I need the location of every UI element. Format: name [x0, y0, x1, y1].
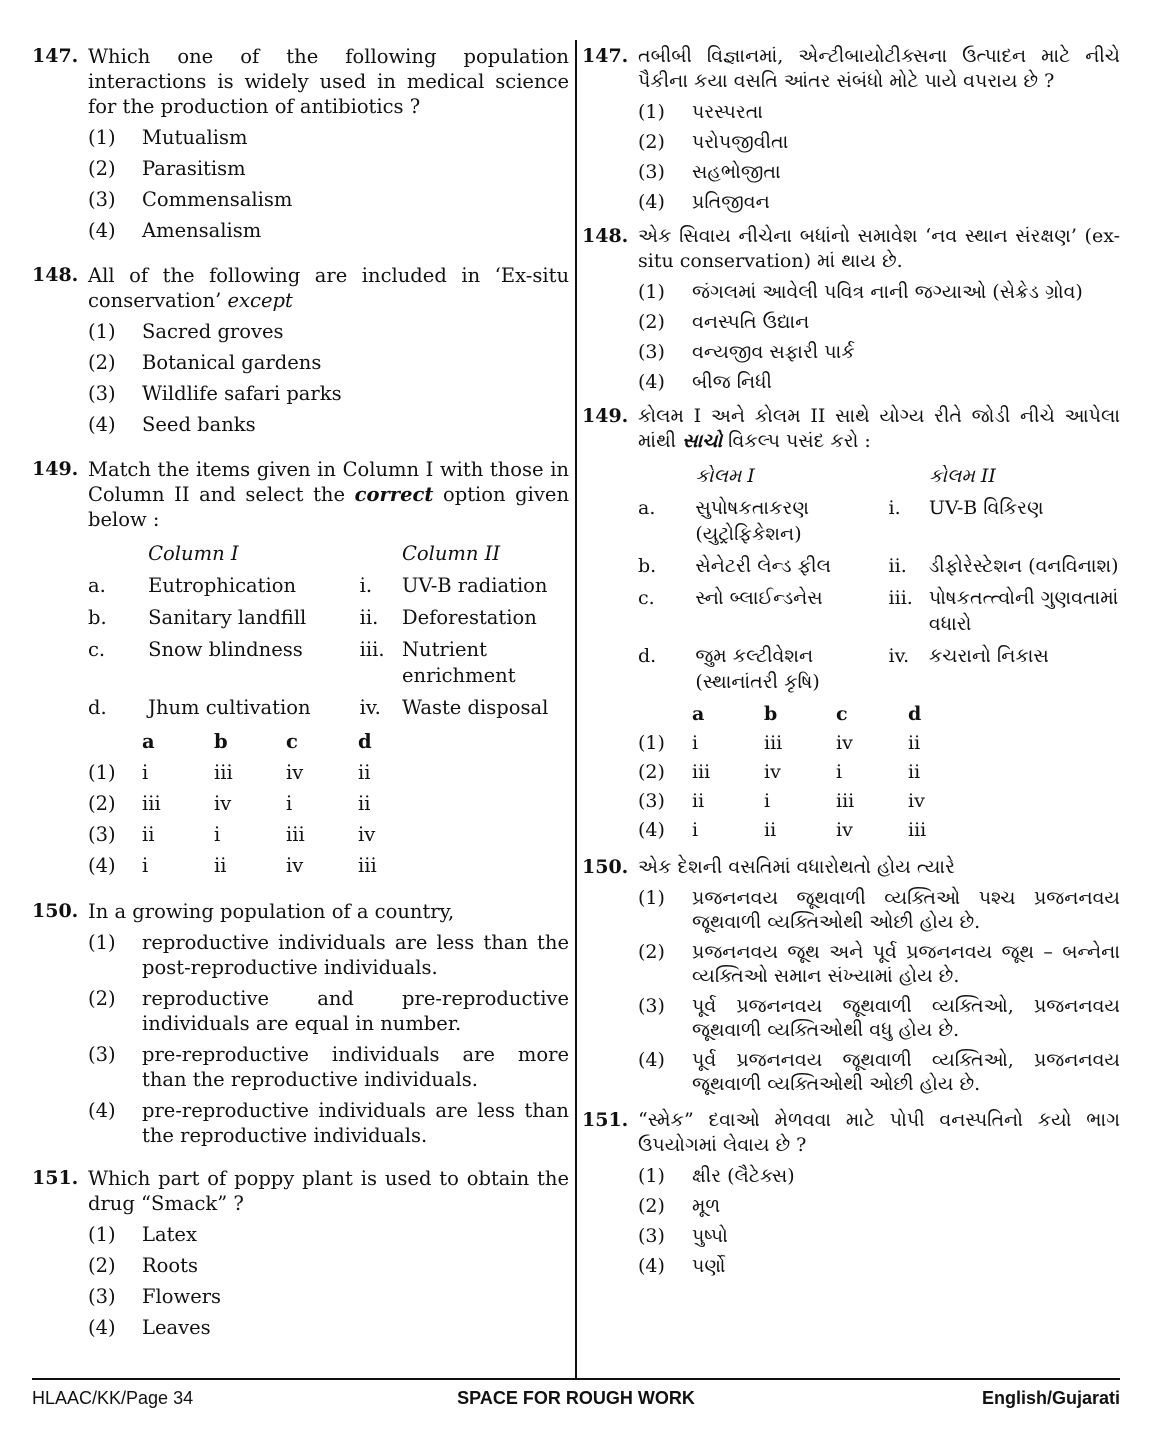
answer-table: a b c d (1) i iii iv ii (2) iii iv i ii (3) ii i iii iv (4) i ii iv iii [638, 700, 980, 845]
option-2[interactable]: (2) પ્રજનનવય જૂથ અને પૂર્વ પ્રજનનવય જૂથ – બન્નેના વ્યક્તિઓ સમાન સંખ્યામાં હોય છે. [638, 941, 1120, 987]
option-3[interactable]: (3) Flowers [88, 1285, 222, 1308]
option-1[interactable]: (1) જંગલમાં આવેલી પવિત્ર નાની જગ્યાઓ (સેક્રેડ ગ્રોવ) [638, 281, 1083, 303]
question-150-gu [582, 855, 1120, 1096]
match-row: b. Sanitary landfill ii. Deforestation [88, 606, 537, 629]
question-text: તબીબી વિજ્ઞાનમાં, એન્ટીબાયોટીક્સના ઉત્પાદન માટે નીચે પૈકીના કયા વસતિ આંતર સંબંધો મોટે પાયે વપરાય છે ? [638, 45, 1120, 92]
option-1[interactable]: (1) i iii iv ii [638, 732, 921, 754]
page-label: HLAAC/KK/Page 34 [32, 1388, 194, 1408]
match-row: c. Snow blindness iii. Nutrient enrichment [88, 638, 516, 687]
question-number: 150. [582, 856, 629, 878]
question-number: 151. [32, 1167, 79, 1189]
option-3[interactable]: (3) Commensalism [88, 188, 293, 211]
match-table: Column I Column II a. Eutrophication i. UV-B radiation b. Sanitary landfill ii. Deforestation c. Snow blindness iii. Nutrient enrichment d. Jhum cultivation iv. Waste disposal [88, 538, 569, 724]
option-1[interactable]: (1) i iii iv ii [88, 761, 371, 784]
option-4[interactable]: (4) i ii iv iii [638, 819, 927, 841]
question-number: 147. [32, 45, 79, 67]
question-number: 148. [32, 264, 79, 286]
option-2[interactable]: (2) Parasitism [88, 157, 246, 180]
question-text: All of the following are included in ‘Ex-situ conservation’ except [88, 264, 569, 312]
option-3[interactable]: (3) સહભોજીતા [638, 161, 781, 183]
match-row: a. સુપોષકતાકરણ (યુટ્રોફિકેશન) i. UV-B વિકિરણ [638, 497, 1044, 545]
option-4[interactable]: (4) પર્ણો [638, 1255, 726, 1277]
option-2[interactable]: (2) iii iv i ii [88, 792, 371, 815]
question-number: 149. [32, 458, 79, 480]
question-text: Match the items given in Column I with those in Column II and select the correct option given below : [88, 458, 570, 531]
match-table: કોલમ I કોલમ II a. સુપોષકતાકરણ (યુટ્રોફિકેશન) i. UV-B વિકિરણ b. સેનેટરી લેન્ડ ફીલ ii. ડીફોરેસ્ટેશન (વનવિનાશ) c. સ્નો બ્લાઈન્ડનેસ iii. પોષકતત્ત્વોની ગુણવતામાં વધારો d. જુમ કલ્ટીવેશન (સ્થાનાંતરી કૃષિ) iv. કચરાનો નિકાસ [638, 460, 1120, 698]
footer-divider [32, 1378, 1120, 1380]
option-1[interactable]: (1) reproductive individuals are less than the post-reproductive individuals. [88, 931, 569, 979]
question-number: 149. [582, 405, 629, 427]
option-2[interactable]: (2) iii iv i ii [638, 761, 921, 783]
option-4[interactable]: (4) pre-reproductive individuals are less than the reproductive individuals. [88, 1099, 569, 1147]
option-1[interactable]: (1) Mutualism [88, 126, 248, 149]
question-number: 147. [582, 45, 629, 67]
match-row: d. જુમ કલ્ટીવેશન (સ્થાનાંતરી કૃષિ) iv. કચરાનો નિકાસ [638, 645, 1049, 693]
option-3[interactable]: (3) ii i iii iv [88, 823, 376, 846]
question-151-gu [582, 1108, 1120, 1278]
option-4[interactable]: (4) i ii iv iii [88, 854, 377, 877]
option-1[interactable]: (1) Latex [88, 1223, 197, 1246]
option-2[interactable]: (2) પરોપજીવીતા [638, 131, 789, 153]
rough-work-label: SPACE FOR ROUGH WORK [457, 1388, 695, 1408]
answer-table: a b c d (1) i iii iv ii (2) iii iv i ii (3) ii i iii iv (4) i ii iv iii [88, 726, 430, 881]
option-2[interactable]: (2) વનસ્પતિ ઉદ્યાન [638, 311, 810, 333]
question-text: In a growing population of a country, [88, 900, 455, 923]
question-149-gu [582, 404, 1120, 845]
match-row: a. Eutrophication i. UV-B radiation [88, 574, 548, 597]
english-column [32, 44, 569, 1350]
question-148-en [32, 263, 569, 437]
option-1[interactable]: (1) Sacred groves [88, 320, 284, 343]
question-147-gu [582, 44, 1120, 214]
option-1[interactable]: (1) ક્ષીર (લૈટેક્સ) [638, 1165, 795, 1187]
question-number: 148. [582, 225, 629, 247]
option-3[interactable]: (3) પુષ્પો [638, 1225, 728, 1247]
option-2[interactable]: (2) Botanical gardens [88, 351, 322, 374]
option-4[interactable]: (4) બીજ નિધી [638, 371, 772, 393]
match-row: c. સ્નો બ્લાઈન્ડનેસ iii. પોષકતત્ત્વોની ગુણવતામાં વધારો [638, 587, 1119, 635]
option-3[interactable]: (3) ii i iii iv [638, 790, 925, 812]
option-4[interactable]: (4) પ્રતિજીવન [638, 191, 770, 213]
question-text: “સ્મેક” દવાઓ મેળવવા માટે પોપી વનસ્પતિનો કયો ભાગ ઉપયોગમાં લેવાય છે ? [638, 1109, 1120, 1156]
question-151-en [32, 1166, 569, 1340]
option-3[interactable]: (3) પૂર્વ પ્રજનનવય જૂથવાળી વ્યક્તિઓ, પ્રજનનવય જૂથવાળી વ્યક્તિઓથી વધુ હોય છે. [638, 995, 1120, 1041]
option-3[interactable]: (3) Wildlife safari parks [88, 382, 342, 405]
option-2[interactable]: (2) reproductive and pre-reproductive individuals are equal in number. [88, 987, 569, 1035]
option-2[interactable]: (2) Roots [88, 1254, 199, 1277]
match-row: b. સેનેટરી લેન્ડ ફીલ ii. ડીફોરેસ્ટેશન (વનવિનાશ) [638, 555, 1119, 577]
option-1[interactable]: (1) પ્રજનનવય જૂથવાળી વ્યક્તિઓ પશ્ચ પ્રજનનવય જૂથવાળી વ્યક્તિઓથી ઓછી હોય છે. [638, 887, 1120, 933]
language-label: English/Gujarati [981, 1388, 1120, 1408]
question-text: એક સિવાય નીચેના બધાંનો સમાવેશ ‘નવ સ્થાન સંરક્ષણ’ (ex-situ conservation) માં થાય છે. [638, 225, 1120, 272]
gujarati-column [582, 44, 1120, 1288]
question-148-gu [582, 224, 1120, 394]
question-149-en [32, 457, 569, 881]
option-2[interactable]: (2) મૂળ [638, 1195, 721, 1217]
question-150-en [32, 899, 569, 1148]
option-3[interactable]: (3) વન્યજીવ સફારી પાર્ક [638, 341, 855, 363]
column-divider [575, 40, 577, 1378]
option-3[interactable]: (3) pre-reproductive individuals are more than the reproductive individuals. [88, 1043, 569, 1091]
question-text: કોલમ I અને કોલમ II સાથે યોગ્ય રીતે જોડી નીચે આપેલા માંથી સાચો વિકલ્પ પસંદ કરો : [638, 405, 1120, 452]
question-text: એક દેશની વસતિમાં વધારોથતો હોય ત્યારે [638, 856, 955, 878]
option-4[interactable]: (4) Amensalism [88, 219, 262, 242]
question-147-en [32, 44, 569, 243]
option-1[interactable]: (1) પરસ્પરતા [638, 101, 763, 123]
question-text: Which part of poppy plant is used to obtain the drug “Smack” ? [88, 1167, 569, 1215]
option-4[interactable]: (4) Seed banks [88, 413, 256, 436]
option-4[interactable]: (4) પૂર્વ પ્રજનનવય જૂથવાળી વ્યક્તિઓ, પ્રજનનવય જૂથવાળી વ્યક્તિઓથી ઓછી હોય છે. [638, 1049, 1120, 1095]
question-number: 151. [582, 1109, 629, 1131]
match-row: d. Jhum cultivation iv. Waste disposal [88, 696, 549, 719]
option-4[interactable]: (4) Leaves [88, 1316, 211, 1339]
question-number: 150. [32, 900, 79, 922]
question-text: Which one of the following population interactions is widely used in medical science for the production of antibiotics ? [88, 45, 569, 118]
